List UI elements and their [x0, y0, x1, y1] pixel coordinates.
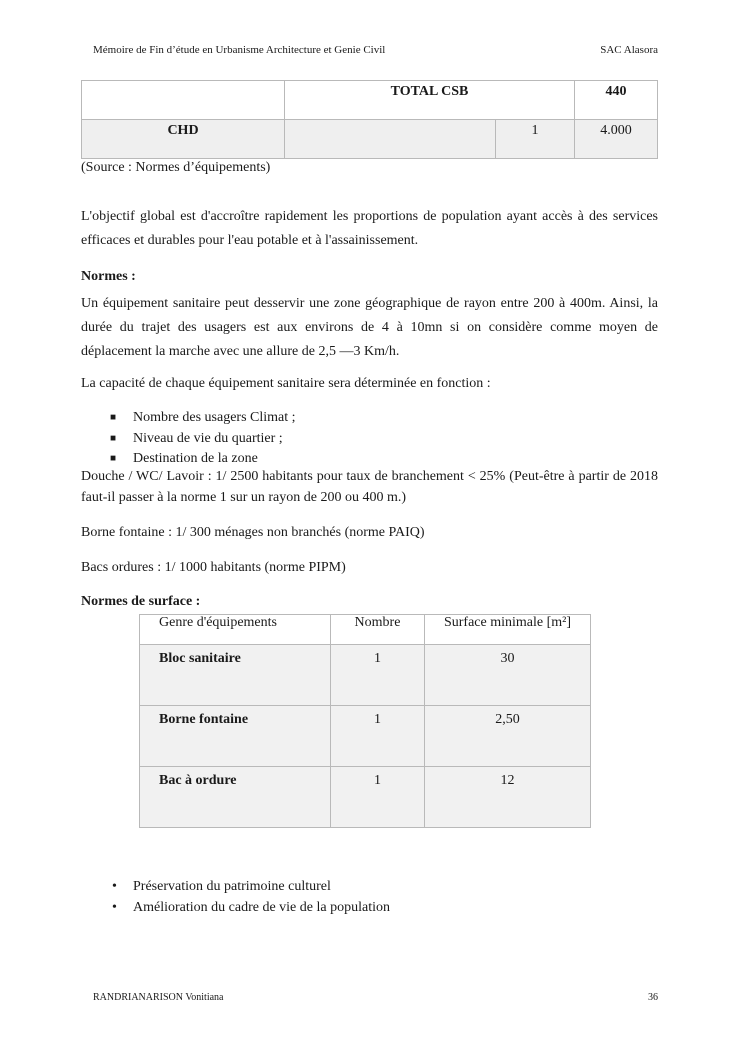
normes-heading: Normes :: [81, 269, 136, 284]
table-cell: [82, 81, 285, 120]
total-csb-label: TOTAL CSB: [390, 84, 469, 99]
table-row: [140, 706, 591, 767]
csb-total-table: [81, 80, 658, 159]
list-item: ■ Niveau de vie du quartier ;: [110, 429, 296, 450]
list-item: ■ Nombre des usagers Climat ;: [110, 408, 296, 429]
list-item: • Amélioration du cadre de vie de la population: [110, 897, 390, 918]
table-cell: [575, 81, 658, 120]
table-header-row: [140, 615, 591, 645]
table-row: [82, 81, 658, 120]
source-note: (Source : Normes d’équipements): [81, 160, 271, 175]
table-header-cell: Nombre: [331, 615, 425, 645]
square-bullet-icon: ■: [110, 432, 117, 444]
chd-count: 1: [531, 123, 539, 138]
objective-paragraph: L'objectif global est d'accroître rapidement les proportions de population ayant accès à des services efficaces et durables pour l'eau potable et à l'assainissement.: [81, 209, 658, 248]
table-cell: [82, 120, 285, 159]
surface-heading: Normes de surface :: [81, 594, 201, 609]
table-cell: Borne fontaine: [140, 706, 331, 767]
chd-value: 4.000: [600, 123, 632, 138]
surface-table: [139, 614, 591, 828]
list-item: ■ Destination de la zone: [110, 449, 296, 470]
table-cell: 1: [331, 706, 425, 767]
table-cell: [496, 120, 575, 159]
dot-bullet-icon: •: [112, 900, 117, 915]
table-cell: 30: [425, 645, 591, 706]
footer-author: RANDRIANARISON Vonitiana: [93, 992, 224, 1003]
table-cell: Bac à ordure: [140, 767, 331, 828]
table-cell: 1: [331, 767, 425, 828]
normes-paragraph: Un équipement sanitaire peut desservir une zone géographique de rayon entre 200 à 400m. Ainsi, la durée du trajet des usagers est aux environs de 4 à 10mn si on considère comme moyen de déplacement la marche avec une allure de 2,5 —3 Km/h.: [81, 296, 658, 359]
table-header-cell: Surface minimale [m²]: [425, 615, 591, 645]
goals-list: [110, 876, 390, 918]
douche-paragraph: Douche / WC/ Lavoir : 1/ 2500 habitants pour taux de branchement < 25% (Peut-être à partir de 2018 faut-il passer à la norme 1 sur un rayon de 200 ou 400 m.): [81, 469, 658, 505]
table-row: [82, 120, 658, 159]
bacs-paragraph: Bacs ordures : 1/ 1000 habitants (norme PIPM): [81, 560, 346, 575]
table-cell: [285, 81, 575, 120]
square-bullet-icon: ■: [110, 453, 117, 464]
page-number: 36: [648, 992, 658, 1003]
table-row: [140, 645, 591, 706]
table-cell: [285, 120, 496, 159]
borne-paragraph: Borne fontaine : 1/ 300 ménages non branchés (norme PAIQ): [81, 525, 425, 540]
table-cell: 2,50: [425, 706, 591, 767]
criteria-list: [110, 408, 296, 470]
capacity-paragraph: La capacité de chaque équipement sanitaire sera déterminée en fonction :: [81, 376, 491, 391]
table-row: [140, 767, 591, 828]
header-org: SAC Alasora: [600, 44, 658, 56]
dot-bullet-icon: •: [112, 879, 117, 894]
list-item: • Préservation du patrimoine culturel: [110, 876, 390, 897]
table-cell: Bloc sanitaire: [140, 645, 331, 706]
chd-label: CHD: [167, 123, 199, 138]
table-cell: [575, 120, 658, 159]
header-title: Mémoire de Fin d’étude en Urbanisme Architecture et Genie Civil: [93, 44, 386, 56]
square-bullet-icon: ■: [110, 412, 117, 423]
table-header-cell: Genre d'équipements: [140, 615, 331, 645]
total-csb-value: 440: [605, 84, 627, 99]
table-cell: 12: [425, 767, 591, 828]
table-cell: 1: [331, 645, 425, 706]
